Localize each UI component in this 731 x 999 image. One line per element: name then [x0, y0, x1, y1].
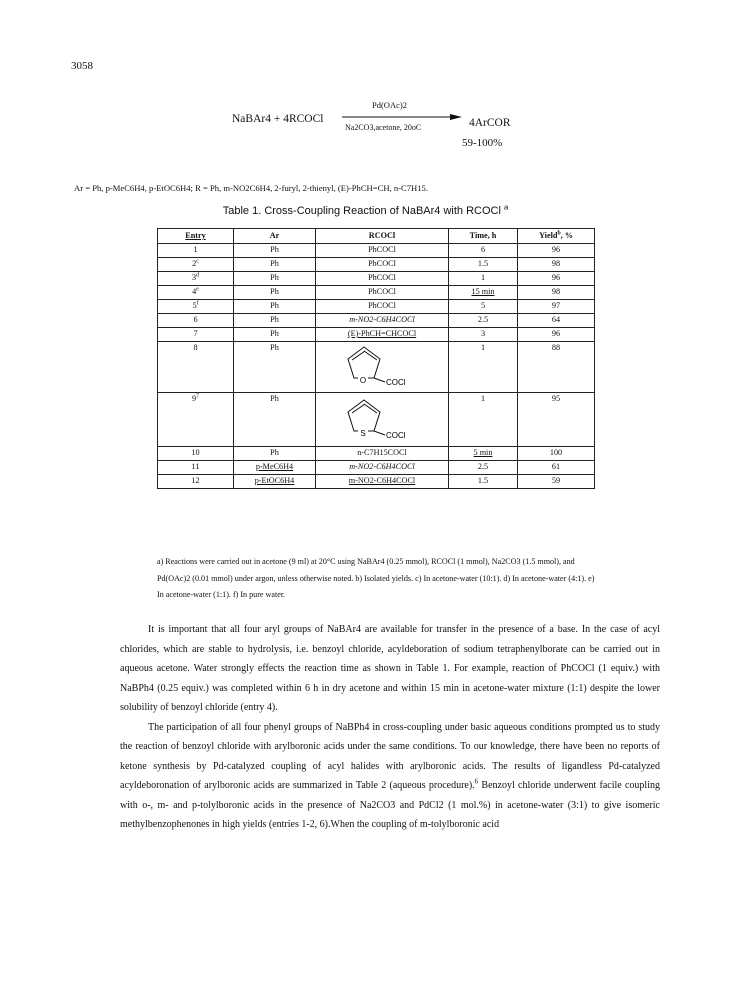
body-text: [120, 620, 660, 835]
time-cell: 15 min: [449, 286, 518, 300]
entry-cell: 8: [158, 342, 234, 393]
table-row: [158, 342, 595, 393]
time-cell: 1.5: [449, 475, 518, 489]
header-entry: Entry: [158, 229, 234, 244]
scheme-conditions: Na2CO3,acetone, 20oC: [345, 123, 422, 132]
thiophene-substituent: COCl: [386, 431, 406, 440]
table-row: [158, 328, 595, 342]
entry-cell: 3$^d$: [158, 272, 234, 286]
yield-cell: 98: [518, 286, 595, 300]
header-ar: Ar: [234, 229, 316, 244]
table-row: [158, 447, 595, 461]
ar-cell: Ph: [234, 447, 316, 461]
yield-cell: 61: [518, 461, 595, 475]
table-row: [158, 475, 595, 489]
rcocl-cell: (E)-PhCH=CHCOCl: [316, 328, 449, 342]
ar-cell: p-EtOC6H4: [234, 475, 316, 489]
scheme-definitions: Ar = Ph, p-MeC6H4, p-EtOC6H4; R = Ph, m-NO2C6H4, 2-furyl, 2-thienyl, (E)-PhCH=CH, n-C7H15.: [74, 183, 428, 193]
thenoyl-chloride-structure: [327, 394, 437, 442]
ar-cell: Ph: [234, 393, 316, 447]
rcocl-cell: m-NO2-C6H4COCl: [316, 314, 449, 328]
table-footnote: a) Reactions were carried out in acetone (9 ml) at 20°C using NaBAr4 (0.25 mmol), RCOCl (1 mmol), Na2CO3 (1.5 mmol), and Pd(OAc)2 (0.01 mmol) under argon, unless otherwise noted. b) Isolated yields. c) In acetone-water (10:1). d) In acetone-water (4:1). e) In acetone-water (1:1). f) In pure water.: [157, 557, 595, 599]
table-row: [158, 393, 595, 447]
ar-cell: Ph: [234, 244, 316, 258]
entry-cell: 2$^c$: [158, 258, 234, 272]
entry-cell: 5$^f$: [158, 300, 234, 314]
ar-cell: Ph: [234, 328, 316, 342]
thiophene-ring-atom: S: [360, 429, 366, 438]
paragraph: It is important that all four aryl groups of NaBAr4 are available for transfer in the presence of a base. In the case of acyl chlorides, which are stable to hydrolysis, i.e. benzoyl chloride, acyldeboration of sodium tetraphenylborate can be carried out in aqueous acetone. Water strongly effects the reaction time as shown in Table 1. For example, reaction of PhCOCl (1 equiv.) with NaBPh4 (0.25 equiv.) was completed within 6 h in dry acetone and within 15 min in acetone-water mixture (1:1) despite the lower solubility of benzoyl chloride (entry 4).: [120, 624, 660, 714]
time-cell: 5 min: [449, 447, 518, 461]
reaction-arrow: [342, 113, 462, 121]
entry-cell: $9^7$: [158, 393, 234, 447]
table-caption-text: Table 1. Cross-Coupling Reaction of NaBAr4 with RCOCl: [222, 205, 501, 217]
time-cell: 1: [449, 393, 518, 447]
time-cell: 1: [449, 272, 518, 286]
reference-mark: 6: [474, 778, 479, 787]
time-cell: 1: [449, 342, 518, 393]
entry-cell: 10: [158, 447, 234, 461]
time-cell: 2.5: [449, 461, 518, 475]
header-yield: Yield$^b$, %: [518, 229, 595, 244]
ar-cell: Ph: [234, 342, 316, 393]
paragraph: The participation of all four phenyl groups of NaBPh4 in cross-coupling under basic aqueous conditions prompted us to study the reaction of benzoyl chloride with arylboronic acids under the same conditions. To our knowledge, there have been no reports of ketone synthesis by Pd-catalyzed coupling of acyl halides with arylboronic acids. The results of ligandless Pd-catalyzed acyldeboronation of arylboronic acids are summarized in Table 2 (aqueous procedure).$^6$ Benzoyl chloride underwent facile coupling with o-, m- and p-tolylboronic acids in the presence of Na2CO3 and PdCl2 (1 mol.%) in acetone-water (3:1) to give isomeric methylbenzophenones in high yields (entries 1-2, 6).When the coupling of m-tolylboronic acid: [120, 721, 660, 831]
yield-cell: 95: [518, 393, 595, 447]
yield-cell: 96: [518, 272, 595, 286]
time-cell: 5: [449, 300, 518, 314]
table-row: [158, 461, 595, 475]
table-row: [158, 244, 595, 258]
yield-cell: 98: [518, 258, 595, 272]
entry-cell: 1: [158, 244, 234, 258]
rcocl-cell: PhCOCl: [316, 258, 449, 272]
ar-cell: p-MeC6H4: [234, 461, 316, 475]
scheme-product: 4ArCOR: [469, 117, 511, 129]
furoyl-chloride-structure: [327, 343, 437, 389]
rcocl-cell: n-C7H15COCl: [316, 447, 449, 461]
ar-cell: Ph: [234, 272, 316, 286]
ar-cell: Ph: [234, 300, 316, 314]
rcocl-cell: m-NO2-C6H4COCl: [316, 475, 449, 489]
rcocl-cell: [316, 342, 449, 393]
page-number: 3058: [71, 60, 93, 72]
table-row: [158, 286, 595, 300]
yield-cell: 59: [518, 475, 595, 489]
reaction-scheme: [0, 96, 731, 176]
time-cell: 1.5: [449, 258, 518, 272]
rcocl-cell: PhCOCl: [316, 244, 449, 258]
header-rcocl: RCOCl: [316, 229, 449, 244]
ar-cell: Ph: [234, 286, 316, 300]
yield-cell: 100: [518, 447, 595, 461]
furan-ring-atom: O: [359, 376, 367, 385]
scheme-reactants: NaBAr4 + 4RCOCl: [232, 113, 324, 125]
entry-cell: 6: [158, 314, 234, 328]
table-caption: [0, 202, 731, 217]
cross-coupling-table: [157, 228, 595, 489]
entry-cell: 4e: [158, 286, 234, 300]
rcocl-cell: PhCOCl: [316, 272, 449, 286]
table-header-row: [158, 229, 595, 244]
ar-cell: Ph: [234, 258, 316, 272]
table-row: [158, 314, 595, 328]
table-caption-mark: a: [503, 202, 509, 212]
entry-cell: 7: [158, 328, 234, 342]
rcocl-cell: [316, 393, 449, 447]
scheme-catalyst: Pd(OAc)2: [372, 100, 407, 110]
rcocl-cell: PhCOCl: [316, 286, 449, 300]
rcocl-cell: m-NO2-C6H4COCl: [316, 461, 449, 475]
furan-substituent: COCl: [386, 378, 406, 387]
yield-cell: 97: [518, 300, 595, 314]
entry-cell: 12: [158, 475, 234, 489]
table-row: [158, 300, 595, 314]
scheme-yield: 59-100%: [462, 137, 503, 149]
rcocl-cell: PhCOCl: [316, 300, 449, 314]
yield-cell: 88: [518, 342, 595, 393]
yield-cell: 96: [518, 328, 595, 342]
yield-cell: 96: [518, 244, 595, 258]
table-row: [158, 258, 595, 272]
time-cell: 2.5: [449, 314, 518, 328]
yield-cell: 64: [518, 314, 595, 328]
time-cell: 3: [449, 328, 518, 342]
table-row: [158, 272, 595, 286]
ar-cell: Ph: [234, 314, 316, 328]
time-cell: 6: [449, 244, 518, 258]
header-time: Time, h: [449, 229, 518, 244]
entry-cell: 11: [158, 461, 234, 475]
